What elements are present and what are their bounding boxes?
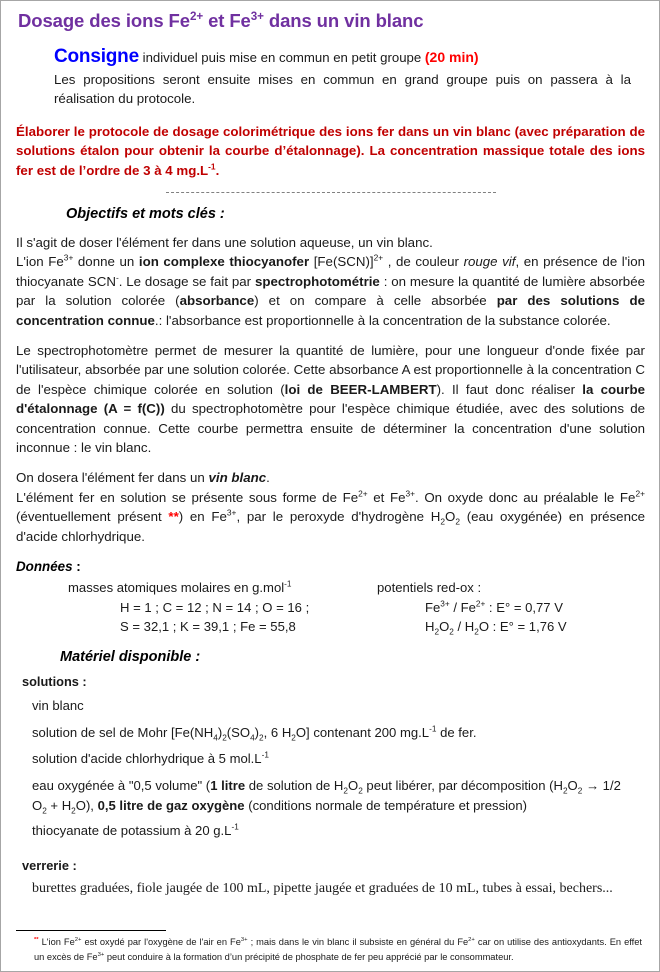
p2-bold-solutions: par des solutions de concentration connue: [16, 293, 646, 328]
footnote-marker: **: [34, 937, 39, 944]
directive-paragraph: [16, 122, 645, 180]
hcl-s1: solution d'acide chlorhydrique à 5 mol.L: [32, 751, 262, 767]
section-heading-materiel: Matériel disponible :: [60, 648, 201, 665]
h2o2-s3: O: [348, 777, 359, 793]
objectifs-paragraph-4: [16, 468, 645, 487]
title-sup-fe3: 3+: [250, 9, 264, 23]
h2o2-sub5: 2: [42, 806, 47, 816]
donnees-masses-header-text: masses atomiques molaires en g.mol: [68, 580, 285, 596]
h2o2-sub3: 2: [562, 786, 568, 796]
p4-italic-vinblanc: vin blanc: [208, 470, 267, 486]
consigne-duration: (20 min): [424, 49, 479, 65]
p3-bold-beerlambert: loi de BEER-LAMBERT: [284, 381, 437, 397]
p3-bold-etalonnage: la courbe d'étalonnage (A = f(C)): [16, 381, 645, 417]
title-prefix: Dosage des ions Fe: [18, 10, 190, 31]
h2o2-s9: (conditions normale de température et pression): [244, 797, 527, 813]
p4-s2: .: [266, 470, 270, 486]
h2o2-sub2: 2: [358, 786, 363, 796]
dashed-separator: [166, 192, 496, 193]
pot2-sub-b: 2: [449, 627, 454, 637]
mohr-sup1: -1: [429, 724, 437, 734]
pot2-b: O: [439, 619, 450, 635]
p2-s3: [Fe(SCN)]: [309, 254, 374, 270]
p5-sup3: 2+: [635, 488, 645, 499]
objectifs-paragraph-2: [16, 252, 645, 330]
p2-sup3: -: [115, 272, 119, 283]
p2-s8: ) et on compare à celle absorbée: [254, 293, 497, 309]
pot1-a: Fe: [425, 599, 441, 615]
mohr-s5: , 6 H: [263, 724, 292, 740]
consigne-body: Les propositions seront ensuite mises en commun en grand groupe puis on passera à la réalisation du protocole.: [54, 72, 631, 106]
p5-s8: (eau oxygénée) en présence d'acide chlorhydrique.: [16, 509, 646, 544]
footnote-marker-inline: **: [168, 509, 179, 525]
solution-item-acide-chlorhydrique: [32, 749, 649, 769]
pot2-sub-a: 2: [434, 627, 440, 637]
donnees-potentiels-row-2: [377, 617, 649, 637]
h2o2-s7: + H: [46, 797, 72, 813]
p5-s2: et Fe: [367, 489, 406, 505]
fn-s1: L'ion Fe: [38, 937, 75, 948]
mohr-s2: ): [217, 724, 223, 740]
mohr-s3: (SO: [226, 724, 251, 740]
fn-sup2: 3+: [240, 937, 248, 944]
pot1-b: / Fe: [449, 599, 476, 615]
materiel-solutions-label: solutions :: [22, 673, 87, 689]
p5-s1: L'élément fer en solution se présente sous forme de Fe: [16, 489, 359, 505]
p5-s6: , par le peroxyde d'hydrogène H: [236, 509, 441, 525]
p5-s3: . On oxyde donc au préalable le Fe: [415, 489, 636, 505]
p2-bold-thiocyanofer: ion complexe thiocyanofer: [138, 254, 310, 270]
fn-sup4: 3+: [97, 952, 105, 959]
pot2-sub-c: 2: [474, 627, 479, 637]
section-heading-donnees: [16, 559, 649, 574]
fn-s2: est oxydé par l'oxygène de l'air en Fe: [81, 937, 241, 948]
mohr-sub3: 4: [250, 733, 255, 743]
p5-sup4: 3+: [226, 507, 237, 518]
h2o2-s1: eau oxygénée à "0,5 volume" (: [32, 777, 211, 793]
h2o2-bold-gazoxygene: 0,5 litre de gaz oxygène: [97, 797, 245, 813]
p2-s1: L'ion Fe: [16, 254, 64, 270]
fn-s4: car on utilise des antioxydants. En effet un excès de Fe: [34, 937, 642, 963]
solution-item-vin-blanc: vin blanc: [32, 697, 84, 713]
p5-sup1: 2+: [358, 488, 368, 499]
donnees-column-masses: [12, 578, 357, 637]
p4-s1: On dosera l'élément fer dans un: [16, 470, 209, 486]
donnees-column-potentiels: [357, 578, 649, 637]
p2-bold-absorbance: absorbance: [179, 293, 255, 309]
h2o2-s6: → 1/2 O: [32, 777, 621, 813]
directive-text: Élaborer le protocole de dosage colorimétrique des ions fer dans un vin blanc (avec préparation de solutions étalon pour obtenir la courbe d’étalonnage). La concentration massique totale des ions fer est de l’ordre de 3 à 4 mg.L: [16, 123, 645, 178]
p5-s5: ) en Fe: [178, 509, 227, 525]
hcl-sup1: -1: [261, 750, 269, 760]
donnees-heading-colon: :: [72, 559, 81, 575]
directive-end: .: [215, 162, 220, 178]
donnees-potentiels-row-1: [377, 598, 649, 618]
h2o2-sub6: 2: [71, 806, 76, 816]
donnees-masses-header: [68, 578, 357, 598]
footnote-text: [34, 935, 642, 965]
mohr-s7: de fer.: [436, 724, 477, 740]
p2-sup1: 3+: [63, 252, 74, 263]
p2-s6: . Le dosage se fait par: [118, 273, 255, 289]
p2-s5: , en présence de l'ion thiocyanate SCN: [16, 254, 646, 289]
fn-s5: peut conduire à la formation d’un précipité de phosphate de fer peu apprécié par le consommateur.: [104, 952, 514, 963]
mohr-sub5: 2: [291, 733, 296, 743]
p5-sup2: 3+: [405, 488, 416, 499]
p5-s7: O: [444, 509, 456, 525]
p2-bold-spectro: spectrophotométrie: [254, 273, 380, 289]
h2o2-bold-1litre: 1 litre: [210, 777, 246, 793]
pot1-c: : E° = 0,77 V: [485, 599, 563, 615]
pot1-sup-a: 3+: [440, 599, 450, 609]
materiel-verrerie-label: verrerie :: [22, 857, 77, 873]
consigne-header-line: [54, 46, 635, 68]
footnote-section: [12, 930, 648, 965]
p2-italic-rougevif: rouge vif: [463, 254, 516, 270]
objectifs-paragraph-3: [16, 341, 645, 457]
p5-sub2: 2: [455, 516, 460, 527]
title-suffix: dans un vin blanc: [263, 10, 424, 31]
p2-s2: donne un: [73, 254, 139, 270]
h2o2-s8: O),: [75, 797, 98, 813]
section-heading-objectifs: Objectifs et mots clés :: [66, 205, 225, 222]
fn-sup3: 2+: [468, 937, 475, 944]
p5-sub1: 2: [440, 516, 445, 527]
mohr-sub4: 2: [259, 733, 264, 743]
donnees-heading-word: Données: [16, 559, 73, 575]
h2o2-s2: de solution de H: [245, 777, 344, 793]
p3-s3: du spectrophotomètre pour l'espèce chimique étudiée, avec des solutions de concentration connue. Cette courbe permettra ensuite de déterminer la concentration d'une solution inconnue : le vin blanc.: [16, 401, 645, 456]
donnees-table: [12, 578, 649, 637]
p2-s7: : on mesure la quantité de lumière absorbée par la solution colorée (: [16, 273, 645, 309]
donnees-masses-row-2: S = 32,1 ; K = 39,1 ; Fe = 55,8: [120, 619, 296, 635]
donnees-masses-header-sup: -1: [284, 579, 292, 589]
donnees-masses-row-1: H = 1 ; C = 12 ; N = 14 ; O = 16 ;: [120, 599, 310, 615]
h2o2-sub1: 2: [343, 786, 348, 796]
title-mid: et Fe: [203, 10, 251, 31]
h2o2-sub4: 2: [577, 786, 583, 796]
directive-sup: -1: [208, 161, 216, 172]
pot2-a: H: [425, 619, 435, 635]
solution-item-eau-oxygenee: [32, 776, 649, 815]
fn-s3: ; mais dans le vin blanc il subsiste en général du Fe: [247, 937, 469, 948]
title-sup-fe2: 2+: [189, 9, 204, 23]
donnees-potentiels-header: potentiels red-ox :: [377, 580, 482, 596]
consigne-heading: Consigne: [54, 46, 139, 67]
mohr-s6: O] contenant 200 mg.L: [295, 724, 430, 740]
mohr-s4: ): [254, 724, 260, 740]
consigne-subtitle-text: individuel puis mise en commun en petit groupe: [142, 50, 422, 65]
pot2-c: / H: [453, 619, 475, 635]
h2o2-s4: peut libérer, par décomposition (H: [362, 777, 563, 793]
h2o2-s5: O: [567, 777, 578, 793]
consigne-section: [12, 46, 649, 109]
p2-sup2: 2+: [373, 252, 384, 263]
p2-s4: , de couleur: [383, 254, 464, 270]
mohr-sub2: 2: [222, 733, 227, 743]
mohr-sub1: 4: [213, 733, 218, 743]
p5-s4: (éventuellement présent: [16, 509, 169, 525]
objectifs-line-1: Il s'agit de doser l'élément fer dans une solution aqueuse, un vin blanc.: [16, 234, 433, 250]
solution-item-thiocyanate: [32, 821, 649, 841]
kscn-s1: thiocyanate de potassium à 20 g.L: [32, 823, 232, 839]
footnote-separator: [16, 930, 166, 931]
p3-s1: Le spectrophotomètre permet de mesurer la quantité de lumière, pour une longueur d'onde fixée par l'utilisateur, absorbée par une solution colorée. Cette absorbance A est proportionnelle à la concentration C de l'espèce chimique colorée en solution (: [16, 343, 645, 397]
mohr-s1: solution de sel de Mohr [Fe(NH: [32, 724, 214, 740]
pot1-sup-b: 2+: [475, 599, 486, 609]
p2-s9: .: l'absorbance est proportionnelle à la concentration de la substance colorée.: [154, 312, 611, 328]
fn-sup1: 2+: [74, 937, 82, 944]
verrerie-item-list: burettes graduées, fiole jaugée de 100 mL, pipette jaugée et graduées de 10 mL, tubes à essai, bechers...: [32, 880, 613, 896]
kscn-sup1: -1: [231, 822, 239, 832]
page-title: [18, 10, 649, 32]
objectifs-paragraph-5: [16, 488, 645, 546]
p3-s2: ). Il faut donc réaliser: [436, 381, 583, 397]
solution-item-sel-de-mohr: [32, 723, 649, 743]
pot2-d: O : E° = 1,76 V: [478, 619, 567, 635]
